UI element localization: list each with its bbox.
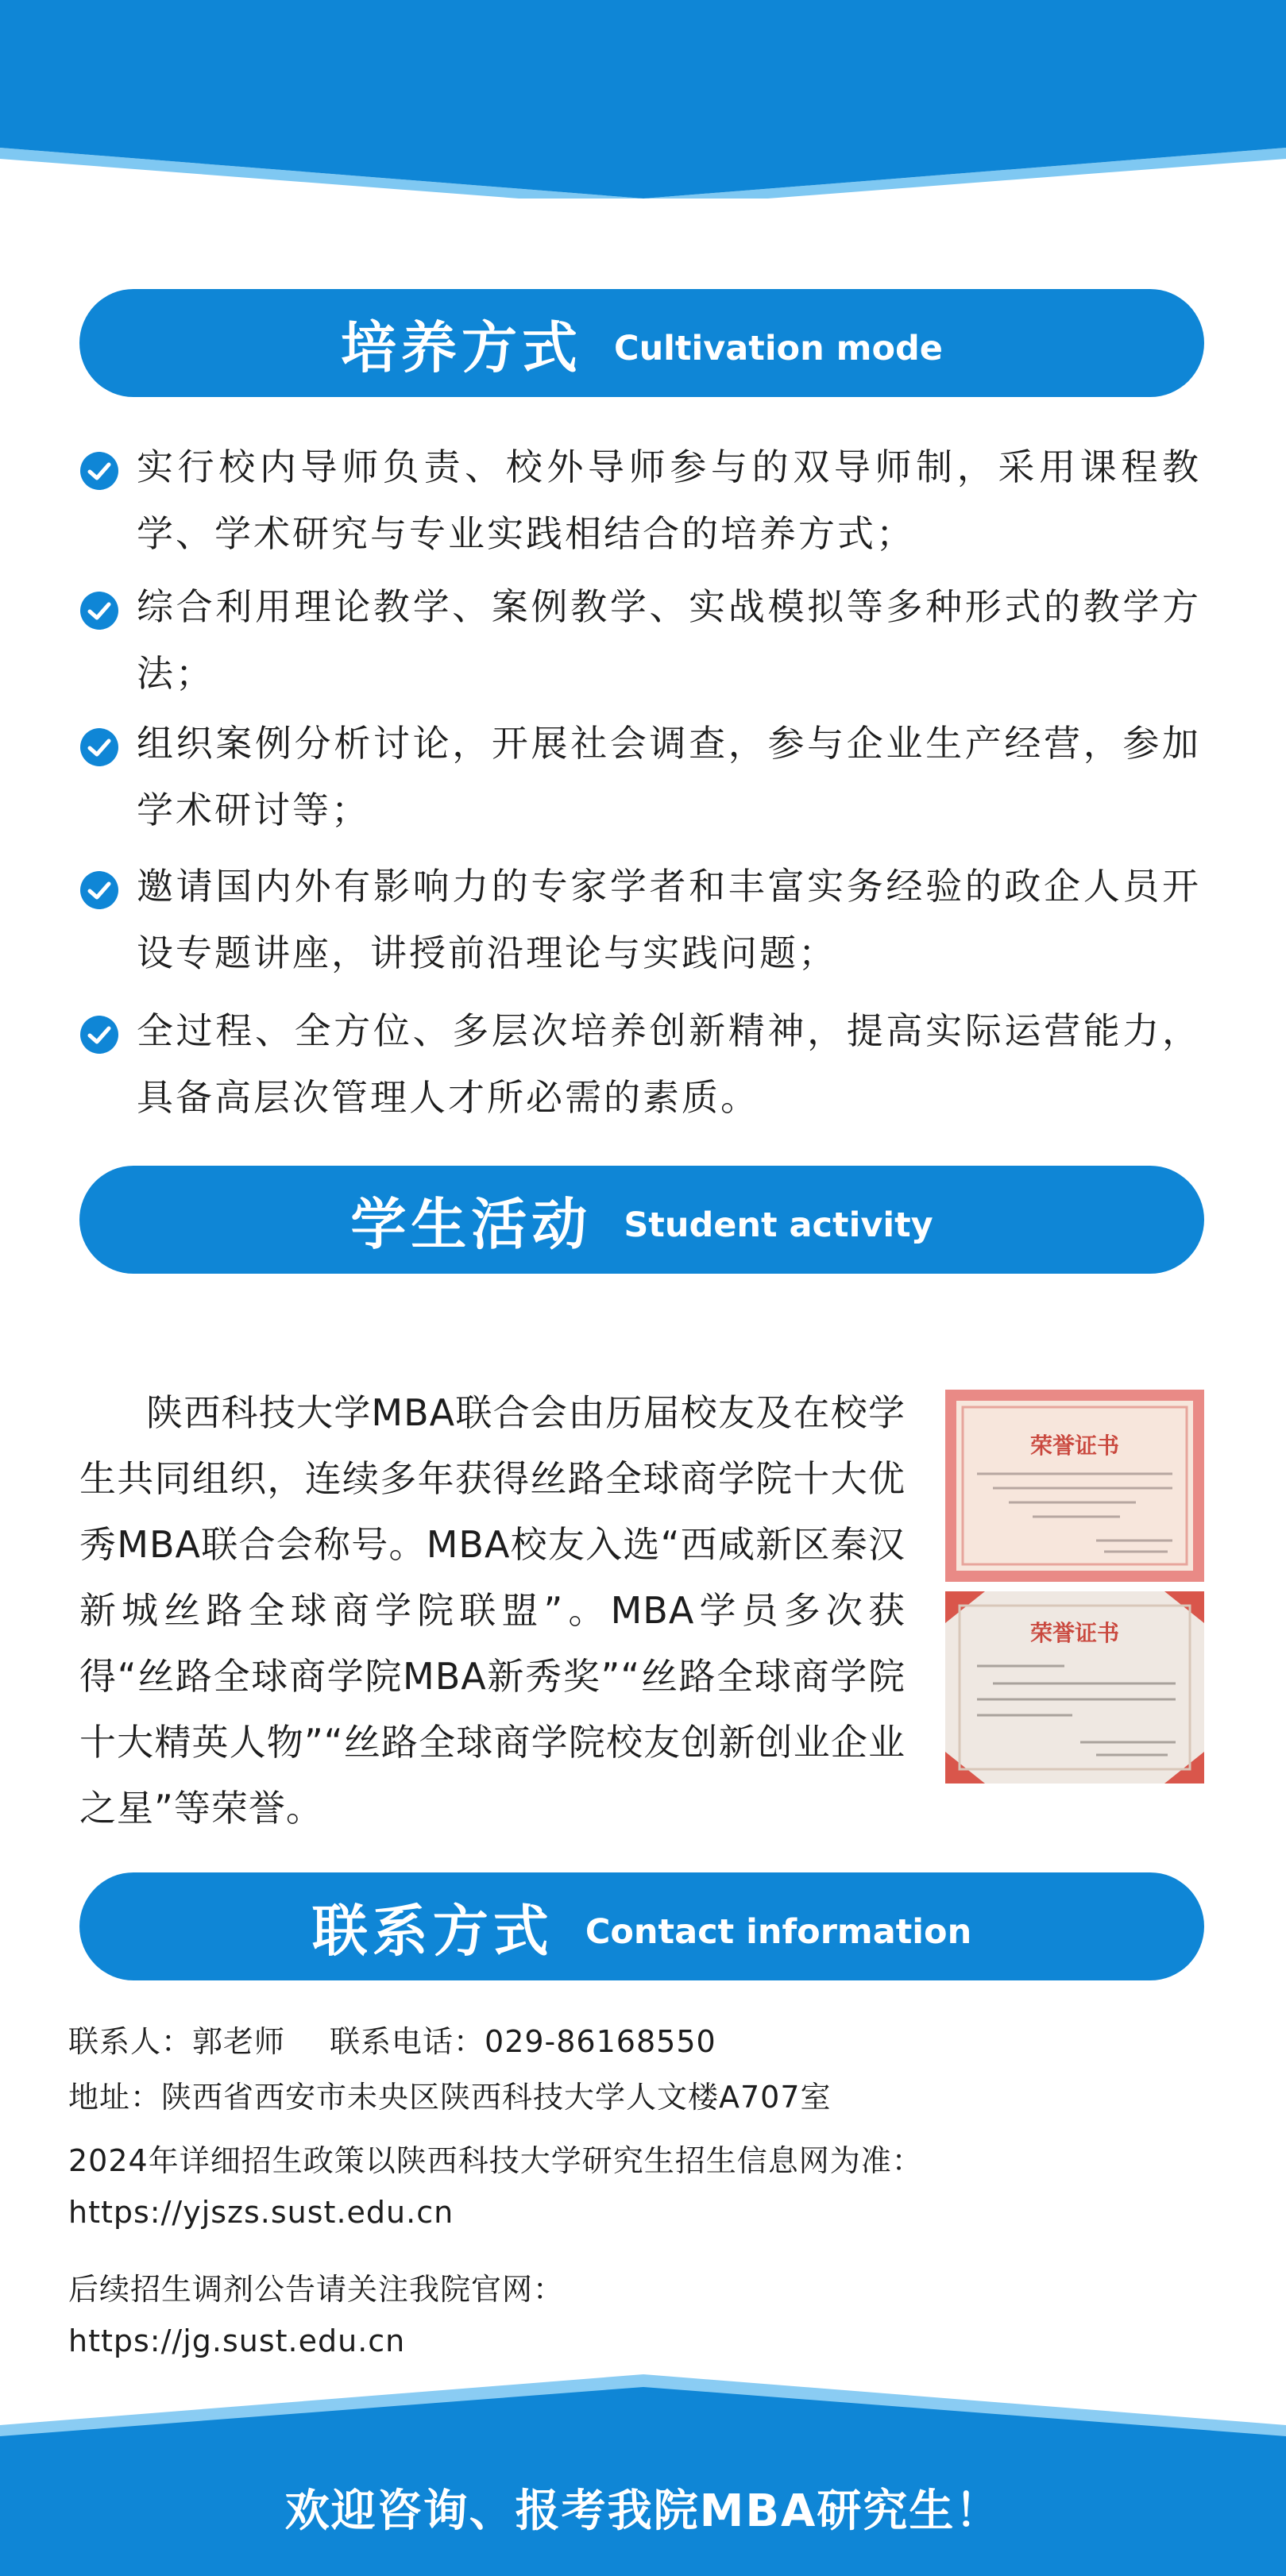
check-circle-icon <box>79 1015 119 1055</box>
cultivation-title-zh: 培养方式 <box>341 314 583 380</box>
check-circle-icon <box>79 727 119 767</box>
activity-title-en: Student activity <box>624 1205 933 1245</box>
activity-header <box>79 1166 1204 1274</box>
cultivation-item-text: 综合利用理论教学、案例教学、实战模拟等多种形式的教学方法； <box>137 585 1201 695</box>
list-item <box>79 434 1207 567</box>
top-banner <box>0 0 1286 199</box>
adjust-url-link[interactable]: https://jg.sust.edu.cn <box>68 2323 406 2358</box>
contact-phone: 联系电话：029-86168550 <box>330 2024 716 2059</box>
activity-title-zh: 学生活动 <box>350 1191 593 1257</box>
cultivation-title-en: Cultivation mode <box>614 329 943 368</box>
cert1-title: 荣誉证书 <box>1029 1433 1120 1459</box>
cultivation-header <box>79 289 1204 397</box>
policy-note: 2024年详细招生政策以陕西科技大学研究生招生信息网为准： <box>68 2143 923 2178</box>
bottom-banner <box>0 2374 1286 2576</box>
cultivation-item-text: 邀请国内外有影响力的专家学者和丰富实务经验的政企人员开设专题讲座，讲授前沿理论与实践问题； <box>137 865 1201 974</box>
check-circle-icon <box>79 870 119 910</box>
list-item <box>79 710 1207 843</box>
cultivation-item-text: 全过程、全方位、多层次培养创新精神，提高实际运营能力，具备高层次管理人才所必需的素质。 <box>137 1009 1201 1119</box>
footer-slogan: 欢迎咨询、报考我院MBA研究生！ <box>284 2485 1002 2537</box>
adjust-note: 后续招生调剂公告请关注我院官网： <box>68 2272 565 2307</box>
contact-title-en: Contact information <box>585 1912 972 1952</box>
check-circle-icon <box>79 451 119 491</box>
cultivation-item-text: 组织案例分析讨论，开展社会调查，参与企业生产经营，参加学术研讨等； <box>137 722 1201 831</box>
list-item <box>79 573 1207 707</box>
contact-header <box>79 1872 1204 1980</box>
contact-title-zh: 联系方式 <box>311 1898 554 1964</box>
contact-address: 地址：陕西省西安市未央区陕西科技大学人文楼A707室 <box>68 2080 832 2115</box>
list-item <box>79 997 1207 1131</box>
check-circle-icon <box>79 591 119 631</box>
contact-person: 联系人：郭老师 <box>68 2024 286 2059</box>
cultivation-item-text: 实行校内导师负责、校外导师参与的双导师制，采用课程教学、学术研究与专业实践相结合的培养方式； <box>137 445 1201 555</box>
honor-certificate-image <box>945 1390 1204 1582</box>
activity-paragraph: 陕西科技大学MBA联合会由历届校友及在校学生共同组织，连续多年获得丝路全球商学院十大优秀MBA联合会称号。MBA校友入选“西咸新区秦汉新城丝路全球商学院联盟”。MBA学员多次获得“丝路全球商学院MBA新秀奖”“丝路全球商学院十大精英人物”“丝路全球商学院校友创新创业企业之星”等荣誉。 <box>79 1391 906 1830</box>
honor-certificate-image <box>945 1591 1204 1784</box>
cert2-title: 荣誉证书 <box>1029 1620 1120 1646</box>
policy-url-link[interactable]: https://yjszs.sust.edu.cn <box>68 2195 454 2230</box>
list-item <box>79 853 1207 986</box>
contact-person-line <box>68 2017 716 2061</box>
